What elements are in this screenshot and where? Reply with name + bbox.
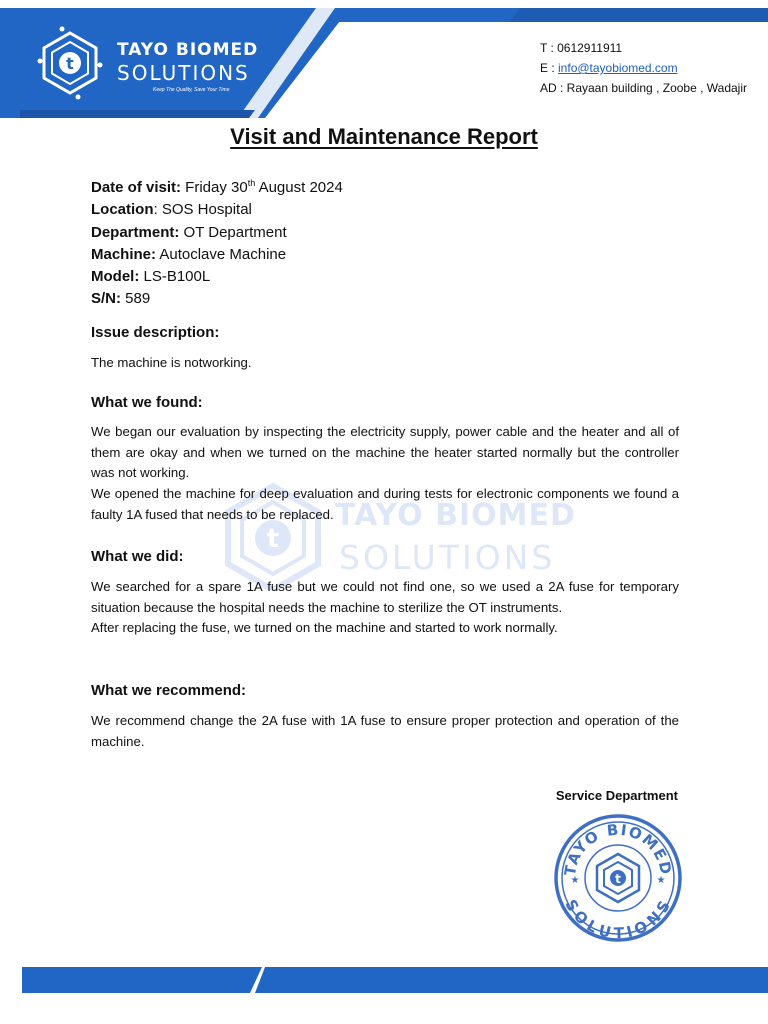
brand-name: TAYO BIOMED: [117, 40, 259, 60]
found-paragraph-2: We opened the machine for deep evaluation and during tests for electronic components we found a faulty 1A fused that needs to be replaced.: [91, 486, 679, 522]
contact-address: AD : Rayaan building , Zoobe , Wadajir: [540, 81, 747, 95]
did-heading: What we did:: [91, 548, 184, 565]
detail-machine: Machine: Autoclave Machine: [91, 245, 287, 263]
did-paragraph-1: We searched for a spare 1A fuse but we could not find one, so we used a 2A fuse for temporary situation because the hospital needs the machine to sterilize the OT instruments.: [91, 579, 679, 615]
svg-text:★: ★: [570, 875, 580, 886]
footer-band: [0, 964, 768, 1024]
svg-text:t: t: [266, 524, 280, 554]
contact-block: [540, 38, 747, 98]
svg-text:★: ★: [656, 875, 666, 886]
company-stamp: [553, 813, 683, 943]
found-paragraph-1: We began our evaluation by inspecting the electricity supply, power cable and the heater and all of them are okay and when we turned on the machine the heater started normally but the controller was not working.: [91, 424, 679, 481]
detail-model: Model: LS-B100L: [91, 268, 211, 286]
recommend-heading: What we recommend:: [91, 682, 247, 699]
svg-text:TAYO BIOMED: TAYO BIOMED: [560, 820, 676, 878]
contact-email-line: [540, 58, 747, 78]
issue-body: [91, 353, 679, 374]
contact-email-link[interactable]: info@tayobiomed.com: [558, 61, 678, 75]
svg-text:t: t: [615, 872, 621, 886]
svg-text:t: t: [66, 54, 74, 73]
watermark-name: TAYO BIOMED: [335, 498, 576, 533]
issue-paragraph: The machine is notworking.: [91, 355, 252, 370]
contact-phone: T : 0612911911: [540, 41, 623, 55]
report-title: Visit and Maintenance Report: [230, 124, 538, 149]
recommend-body: [91, 711, 679, 752]
did-body: [91, 577, 679, 639]
report-details: [91, 172, 343, 311]
found-body: [91, 422, 679, 526]
watermark-sub: SOLUTIONS: [339, 538, 556, 577]
brand-tagline: Keep The Quality, Save Your Time: [153, 87, 230, 93]
svg-text:SOLUTIONS: SOLUTIONS: [561, 896, 675, 943]
found-heading: What we found:: [91, 394, 203, 411]
detail-location: Location: SOS Hospital: [91, 201, 252, 219]
recommend-paragraph: We recommend change the 2A fuse with 1A fuse to ensure proper protection and operation of the machine.: [91, 713, 679, 749]
contact-email-prefix: E :: [540, 61, 559, 75]
service-department-signature: Service Department: [555, 788, 678, 803]
detail-department: Department: OT Department: [91, 223, 287, 241]
detail-serial: S/N: 589: [91, 290, 151, 308]
brand-logo: [117, 40, 258, 85]
issue-heading: Issue description:: [91, 324, 220, 341]
did-paragraph-2: After replacing the fuse, we turned on the machine and started to work normally.: [91, 620, 558, 636]
brand-sub: SOLUTIONS: [117, 61, 250, 85]
detail-date: Date of visit: Friday 30th August 2024: [91, 178, 343, 196]
